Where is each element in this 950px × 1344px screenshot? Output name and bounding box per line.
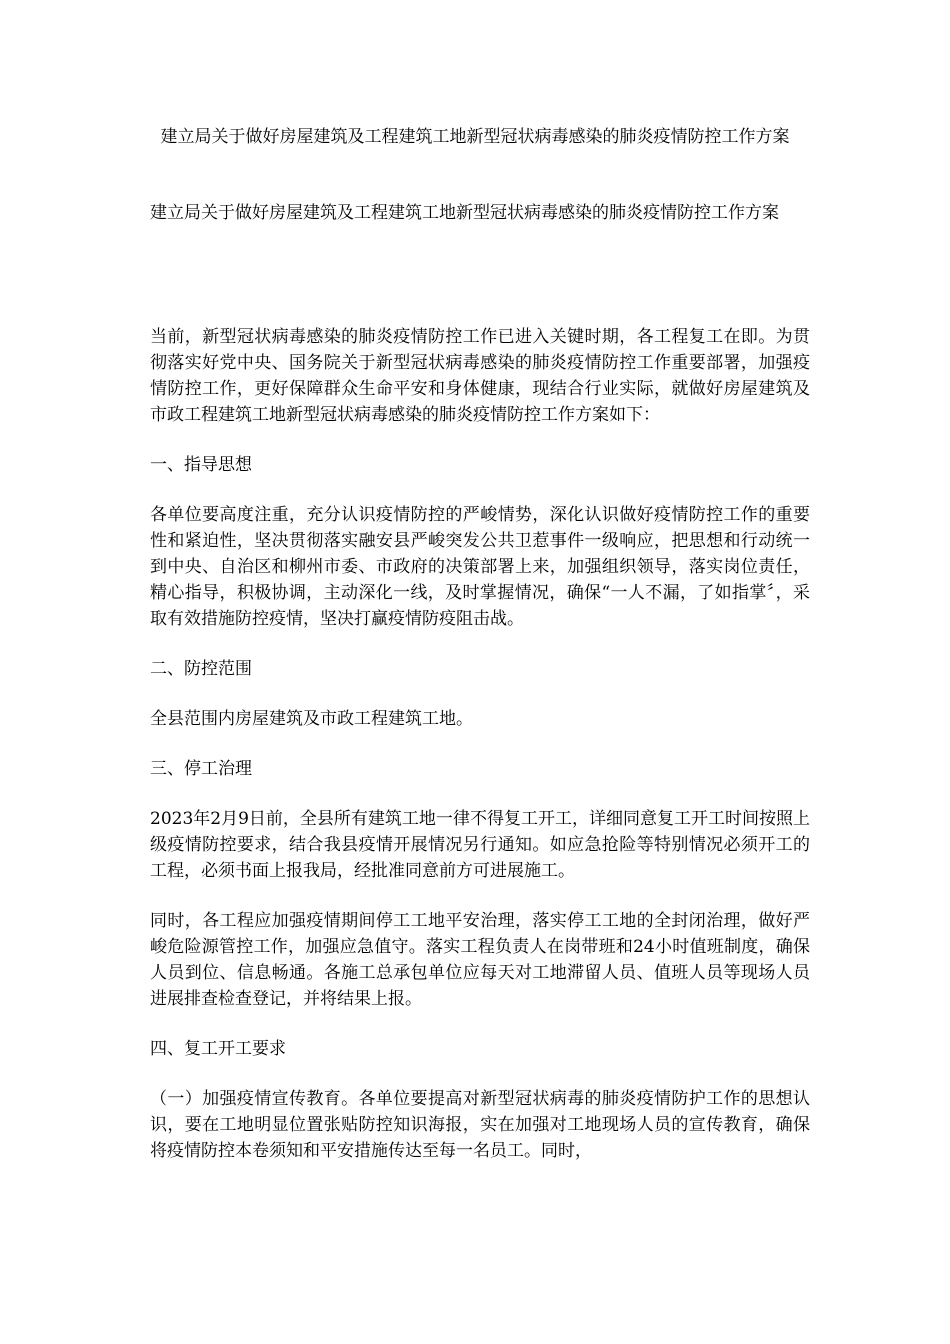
document-body [150, 324, 810, 1188]
section-heading-work-stoppage: 三、停工治理 [150, 759, 252, 779]
document-title-repeated: 建立局关于做好房屋建筑及工程建筑工地新型冠状病毒感染的肺炎疫情防控工作方案 [150, 203, 779, 223]
paragraph-scope: 全县范围内房屋建筑及市政工程建筑工地。 [150, 709, 473, 729]
paragraph-guiding-thought: 各单位要高度注重，充分认识疫情防控的严峻情势，深化认识做好疫情防控工作的重要性和紧迫性，坚决贯彻落实融安县严峻突发公共卫惹事件一级响应，把思想和行动统一到中央、自治区和柳州市委、市政府的决策部署上来，加强组织领导，落实岗位责任，精心指导，积极协调，主动深化一线，及时掌握情况，确保“一人不漏，了如指掌〞，采取有效措施防控疫情，坚决打赢疫情防疫阻击战。 [150, 505, 810, 629]
paragraph-resumption-1: （一）加强疫情宣传教育。各单位要提高对新型冠状病毒的肺炎疫情防护工作的思想认识，要在工地明显位置张贴防控知识海报，实在加强对工地现场人员的宣传教育，确保将疫情防控本卷须知和平安措施传达至每一名员工。同时， [150, 1089, 810, 1161]
paragraph-work-stoppage-2: 同时，各工程应加强疫情期间停工工地平安治理，落实停工工地的全封闭治理，做好严峻危险源管控工作，加强应急值守。落实工程负责人在岗带班和24小时值班制度，确保人员到位、信息畅通。各施工总承包单位应每天对工地滞留人员、值班人员等现场人员进展排查检查登记，并将结果上报。 [150, 911, 810, 1009]
intro-paragraph: 当前，新型冠状病毒感染的肺炎疫情防控工作已进入关键时期，各工程复工在即。为贯彻落实好党中央、国务院关于新型冠状病毒感染的肺炎疫情防控工作重要部署，加强疫情防控工作，更好保障群众生命平安和身体健康，现结合行业实际，就做好房屋建筑及市政工程建筑工地新型冠状病毒感染的肺炎疫情防控工作方案如下： [150, 327, 810, 425]
document-title-centered: 建立局关于做好房屋建筑及工程建筑工地新型冠状病毒感染的肺炎疫情防控工作方案 [160, 127, 790, 147]
paragraph-work-stoppage-1: 2023年2月9日前，全县所有建筑工地一律不得复工开工，详细同意复工开工时间按照上级疫情防控要求，结合我县疫情开展情况另行通知。如应急抢险等特别情况必须开工的工程，必须书面上报我局，经批准同意前方可进展施工。 [150, 809, 810, 881]
section-heading-resumption: 四、复工开工要求 [150, 1039, 286, 1059]
section-heading-guiding-thought: 一、指导思想 [150, 455, 252, 475]
section-heading-scope: 二、防控范围 [150, 659, 252, 679]
